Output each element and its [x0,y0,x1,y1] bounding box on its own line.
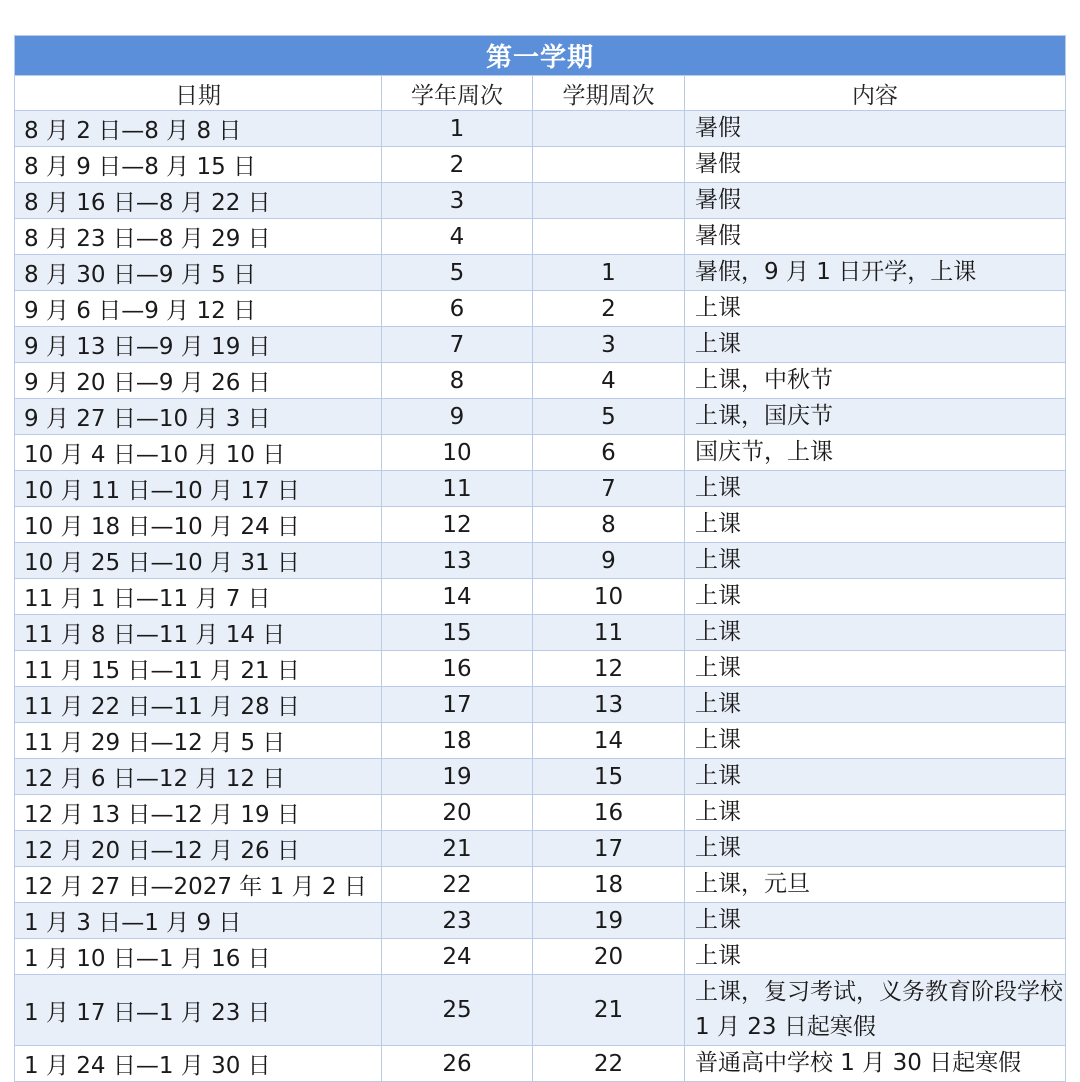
content-cell: 国庆节，上课 [685,435,1066,471]
table-row [15,363,1066,399]
term-week-cell: 1 [533,255,685,291]
year-week-cell: 2 [382,147,533,183]
column-header-year-week: 学年周次 [382,76,533,111]
table-row [15,615,1066,651]
date-cell: 12 月 27 日—2027 年 1 月 2 日 [15,867,382,903]
date-cell: 8 月 23 日—8 月 29 日 [15,219,382,255]
date-cell: 10 月 25 日—10 月 31 日 [15,543,382,579]
date-cell: 1 月 17 日—1 月 23 日 [15,975,382,1046]
term-week-cell [533,219,685,255]
term-week-cell: 13 [533,687,685,723]
date-cell: 1 月 24 日—1 月 30 日 [15,1046,382,1082]
term-week-cell: 10 [533,579,685,615]
table-row [15,903,1066,939]
year-week-cell: 17 [382,687,533,723]
content-cell: 上课 [685,939,1066,975]
date-cell: 1 月 10 日—1 月 16 日 [15,939,382,975]
date-cell: 9 月 6 日—9 月 12 日 [15,291,382,327]
content-cell: 上课 [685,903,1066,939]
content-cell: 上课 [685,759,1066,795]
date-cell: 8 月 30 日—9 月 5 日 [15,255,382,291]
year-week-cell: 23 [382,903,533,939]
date-cell: 11 月 15 日—11 月 21 日 [15,651,382,687]
date-cell: 12 月 6 日—12 月 12 日 [15,759,382,795]
content-cell: 上课 [685,507,1066,543]
year-week-cell: 21 [382,831,533,867]
term-week-cell: 18 [533,867,685,903]
term-week-cell: 9 [533,543,685,579]
year-week-cell: 22 [382,867,533,903]
term-week-cell: 21 [533,975,685,1046]
term-week-cell [533,183,685,219]
content-cell: 暑假 [685,111,1066,147]
year-week-cell: 18 [382,723,533,759]
year-week-cell: 7 [382,327,533,363]
content-cell: 上课 [685,579,1066,615]
term-week-cell: 14 [533,723,685,759]
table-row [15,435,1066,471]
content-cell: 上课 [685,615,1066,651]
table-row [15,507,1066,543]
table-row [15,759,1066,795]
content-cell: 暑假，9 月 1 日开学，上课 [685,255,1066,291]
term-week-cell: 2 [533,291,685,327]
year-week-cell: 14 [382,579,533,615]
term-week-cell: 12 [533,651,685,687]
term-week-cell: 8 [533,507,685,543]
table-row [15,219,1066,255]
content-cell: 上课，复习考试，义务教育阶段学校 1 月 23 日起寒假 [685,975,1066,1046]
year-week-cell: 24 [382,939,533,975]
column-header-term-week: 学期周次 [533,76,685,111]
table-row [15,1046,1066,1082]
content-cell: 上课 [685,543,1066,579]
date-cell: 8 月 2 日—8 月 8 日 [15,111,382,147]
term-week-cell: 16 [533,795,685,831]
table-row [15,651,1066,687]
term-week-cell [533,147,685,183]
date-cell: 10 月 18 日—10 月 24 日 [15,507,382,543]
content-cell: 暑假 [685,147,1066,183]
table-row [15,543,1066,579]
year-week-cell: 8 [382,363,533,399]
table-title-row [15,36,1066,76]
date-cell: 11 月 22 日—11 月 28 日 [15,687,382,723]
content-cell: 上课 [685,291,1066,327]
table-row [15,183,1066,219]
content-cell: 上课 [685,651,1066,687]
column-header-date: 日期 [15,76,382,111]
year-week-cell: 11 [382,471,533,507]
term-week-cell [533,111,685,147]
table-row [15,975,1066,1046]
table-row [15,399,1066,435]
date-cell: 10 月 11 日—10 月 17 日 [15,471,382,507]
term-week-cell: 11 [533,615,685,651]
term-week-cell: 22 [533,1046,685,1082]
term-week-cell: 17 [533,831,685,867]
date-cell: 1 月 3 日—1 月 9 日 [15,903,382,939]
column-header-row [15,76,1066,111]
term-week-cell: 7 [533,471,685,507]
year-week-cell: 15 [382,615,533,651]
date-cell: 8 月 9 日—8 月 15 日 [15,147,382,183]
table-title: 第一学期 [15,36,1066,76]
table-row [15,291,1066,327]
table-row [15,687,1066,723]
year-week-cell: 6 [382,291,533,327]
date-cell: 11 月 8 日—11 月 14 日 [15,615,382,651]
content-cell: 上课 [685,471,1066,507]
year-week-cell: 1 [382,111,533,147]
content-cell: 上课，元旦 [685,867,1066,903]
year-week-cell: 13 [382,543,533,579]
date-cell: 9 月 27 日—10 月 3 日 [15,399,382,435]
year-week-cell: 26 [382,1046,533,1082]
date-cell: 8 月 16 日—8 月 22 日 [15,183,382,219]
content-cell: 上课，国庆节 [685,399,1066,435]
year-week-cell: 25 [382,975,533,1046]
year-week-cell: 16 [382,651,533,687]
date-cell: 12 月 20 日—12 月 26 日 [15,831,382,867]
table-row [15,795,1066,831]
year-week-cell: 4 [382,219,533,255]
table-row [15,939,1066,975]
content-cell: 暑假 [685,183,1066,219]
table-row [15,327,1066,363]
term-week-cell: 19 [533,903,685,939]
year-week-cell: 3 [382,183,533,219]
table-row [15,867,1066,903]
content-cell: 暑假 [685,219,1066,255]
date-cell: 11 月 29 日—12 月 5 日 [15,723,382,759]
table-row [15,255,1066,291]
date-cell: 11 月 1 日—11 月 7 日 [15,579,382,615]
table-row [15,471,1066,507]
content-cell: 普通高中学校 1 月 30 日起寒假 [685,1046,1066,1082]
table-row [15,831,1066,867]
year-week-cell: 9 [382,399,533,435]
content-cell: 上课 [685,795,1066,831]
school-calendar-table [14,35,1066,1082]
term-week-cell: 4 [533,363,685,399]
column-header-content: 内容 [685,76,1066,111]
term-week-cell: 5 [533,399,685,435]
calendar-table-container [14,35,1065,1082]
term-week-cell: 15 [533,759,685,795]
term-week-cell: 6 [533,435,685,471]
date-cell: 9 月 20 日—9 月 26 日 [15,363,382,399]
year-week-cell: 12 [382,507,533,543]
date-cell: 12 月 13 日—12 月 19 日 [15,795,382,831]
content-cell: 上课 [685,687,1066,723]
table-body [15,111,1066,1082]
year-week-cell: 19 [382,759,533,795]
date-cell: 10 月 4 日—10 月 10 日 [15,435,382,471]
content-cell: 上课 [685,723,1066,759]
content-cell: 上课，中秋节 [685,363,1066,399]
table-row [15,111,1066,147]
year-week-cell: 10 [382,435,533,471]
term-week-cell: 20 [533,939,685,975]
table-row [15,147,1066,183]
date-cell: 9 月 13 日—9 月 19 日 [15,327,382,363]
table-row [15,723,1066,759]
year-week-cell: 20 [382,795,533,831]
term-week-cell: 3 [533,327,685,363]
content-cell: 上课 [685,327,1066,363]
year-week-cell: 5 [382,255,533,291]
content-cell: 上课 [685,831,1066,867]
table-row [15,579,1066,615]
